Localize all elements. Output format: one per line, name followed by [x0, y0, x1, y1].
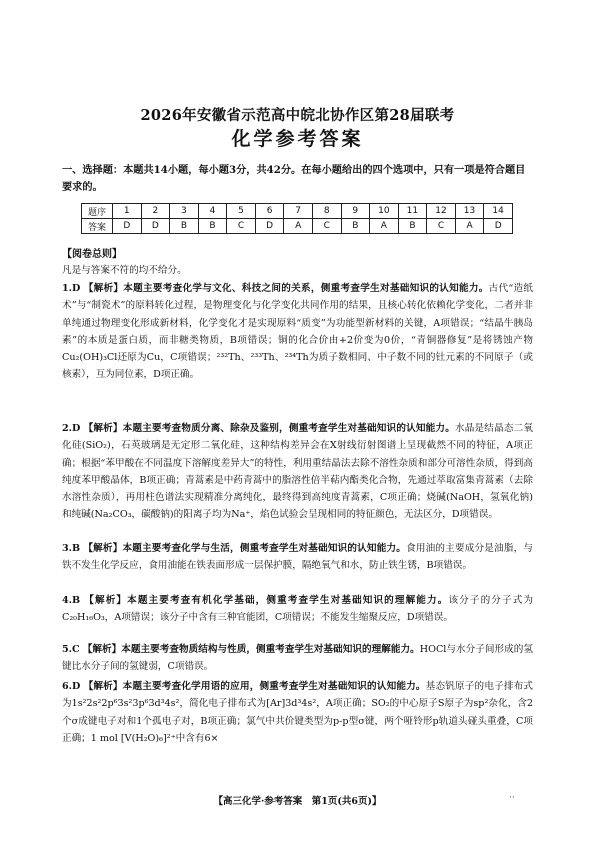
answer-cell: D [484, 219, 513, 234]
explanation-text: HOCl与水分子间形成的氢键比水分子间的氢键弱，C项错误。 [62, 644, 534, 673]
explanation-text: 食用油的主要成分是油脂，与铁不发生化学反应，食用油能在铁表面形成一层保护膜，隔绝氧气和水，防止铁生锈，B项错误。 [62, 543, 533, 572]
explanation-tag: 【解析】本题主要考查化学用语的应用，侧重考查学生对基础知识的认知能力。 [83, 681, 426, 692]
answer-cell: C [312, 219, 341, 234]
question-number: 14 [484, 204, 513, 219]
question-number: 13 [455, 204, 484, 219]
answer-cell: A [284, 219, 313, 234]
explanation-tag: 【解析】本题主要考查有机化学基础，侧重考查学生对基础知识的理解能力。 [84, 595, 449, 606]
footer-mark: ·· [509, 793, 515, 803]
question-number: 10 [370, 204, 399, 219]
row-label-answer: 答案 [82, 219, 113, 234]
explanation-number: 1.D [62, 283, 81, 294]
answer-cell: C [427, 219, 456, 234]
page-footer: 【高三化学·参考答案 第1页(共6页)】 [213, 796, 382, 807]
question-number: 11 [398, 204, 427, 219]
question-number: 1 [113, 204, 142, 219]
explanation-text: 古代“造纸术”与“制瓷术”的原料转化过程，是物理变化与化学变化共同作用的结果，且核心转化依赖化学变化，二者并非单纯通过物理变化形成新材料，化学变化才是实现原料“质变”为功能型新材料的关键，A项错误；“结晶牛胰岛素”的本质是蛋白质，而非糖类物质，B项错误；铜的化合价由+2价变为0价，“青铜器修复”是将锈蚀产物Cu₂(OH)₃Cl还原为Cu，C项错误；²³²Th、²³³Th、²³⁴Th为质子数相同、中子数不同的钍元素的不同原子（或核素），互为同位素，D项正确。 [62, 283, 534, 381]
question-number: 12 [427, 204, 456, 219]
explanation-3 [62, 540, 533, 575]
answer-table-answer-row [82, 219, 513, 234]
answer-cell: C [227, 219, 256, 234]
answer-table-number-row [82, 204, 513, 219]
answer-cell: A [370, 219, 399, 234]
explanation-6 [62, 678, 533, 747]
explanation-text: 水晶是结晶态二氧化硅(SiO₂)，石英玻璃是无定形二氧化硅，这种结构差异会在X射线衍射图谱上呈现截然不同的特征，A项正确；根据“苯甲酸在不同温度下溶解度差异大”的特性，利用重结晶法去除不溶性杂质和部分可溶性杂质，得到高纯度苯甲酸晶体，B项正确；青蒿素是中药青蒿中的脂溶性倍半萜内酯类化合物，先通过萃取富集青蒿素（去除水溶性杂质），再用柱色谱法实现精准分离纯化，最终得到高纯度青蒿素，C项正确；烧碱(NaOH，氢氧化钠)和纯碱(Na₂CO₃，碳酸钠)的阳离子均为Na⁺，焰色试验会呈现相同的特征颜色，无法区分，D项错误。 [62, 423, 533, 521]
answer-cell: D [255, 219, 284, 234]
answer-cell: B [198, 219, 227, 234]
explanation-number: 5.C [62, 644, 80, 655]
question-number: 7 [284, 204, 313, 219]
question-number: 2 [141, 204, 170, 219]
question-number: 5 [227, 204, 256, 219]
explanation-1 [62, 280, 533, 384]
answer-cell: D [141, 219, 170, 234]
exam-title: 2026年安徽省示范高中皖北协作区第28届联考 [140, 107, 455, 124]
question-number: 8 [312, 204, 341, 219]
question-number: 4 [198, 204, 227, 219]
explanation-text: 基态钒原子的电子排布式为1s²2s²2p⁶3s²3p⁶3d³4s²，简化电子排布式为[Ar]3d³4s²，A项正确；SO₂的中心原子S原子为sp²杂化，含2个σ成键电子对和1个孤电子对，B项正确；氯气中共价键类型为p-p型σ键，两个哑铃形p轨道头碰头重叠，C项正确；1 mol [V(H₂O)₆]²⁺中含有6× [62, 681, 534, 744]
grading-rules-heading: 【阅卷总则】 [62, 249, 122, 260]
answer-table [81, 203, 513, 234]
answer-cell: D [113, 219, 142, 234]
answer-cell: B [398, 219, 427, 234]
explanation-tag: 【解析】本题主要考查化学与生活，侧重考查学生对基础知识的认知能力。 [83, 543, 407, 554]
explanation-2 [62, 420, 533, 524]
explanation-5 [62, 641, 533, 676]
explanation-tag: 【解析】本题主要考查化学与文化、科技之间的关系，侧重考查学生对基础知识的认知能力。 [83, 283, 489, 294]
explanation-number: 3.B [62, 543, 81, 554]
explanation-number: 4.B [62, 595, 81, 606]
answer-cell: B [341, 219, 370, 234]
explanation-number: 6.D [62, 681, 81, 692]
explanation-4 [62, 592, 533, 627]
question-number: 6 [255, 204, 284, 219]
answer-cell: B [170, 219, 199, 234]
question-number: 3 [170, 204, 199, 219]
answer-cell: A [455, 219, 484, 234]
row-label-question: 题序 [82, 204, 113, 219]
question-number: 9 [341, 204, 370, 219]
explanation-text: 该分子的分子式为C₂₀H₁₆O₃，A项错误；该分子中含有三种官能团，C项错误；不能发生缩聚反应，D项错误。 [62, 595, 534, 624]
document-subtitle: 化学参考答案 [231, 128, 364, 150]
explanation-number: 2.D [62, 423, 81, 434]
explanation-tag: 【解析】本题主要考查物质分离、除杂及鉴别，侧重考查学生对基础知识的认知能力。 [83, 423, 455, 434]
section-1-instructions: 一、选择题：本题共14小题，每小题3分，共42分。在每小题给出的四个选项中，只有一项是符合题目要求的。 [62, 164, 526, 193]
grading-rules-text: 凡是与答案不符的均不给分。 [62, 265, 187, 276]
explanation-tag: 【解析】本题主要考查物质结构与性质，侧重考查学生对基础知识的理解能力。 [82, 644, 420, 655]
